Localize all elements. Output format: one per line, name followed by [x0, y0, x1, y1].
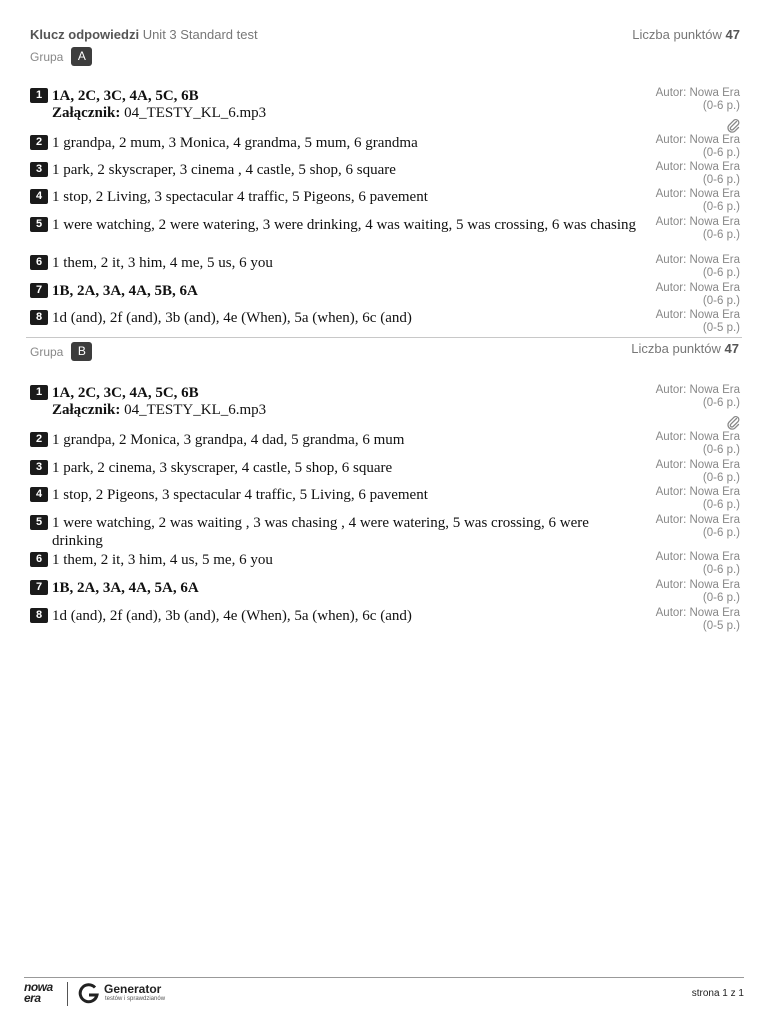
group-points-label: Liczba punktów: [631, 341, 721, 356]
question-number: 1: [30, 88, 48, 103]
author: Autor: Nowa Era: [655, 161, 740, 173]
question-meta: [656, 216, 740, 242]
answer-text: 1B, 2A, 3A, 4A, 5A, 6A: [52, 580, 199, 596]
question-meta: [656, 459, 740, 485]
attachment-label: Załącznik:: [52, 105, 121, 121]
logo-era-text: era: [24, 991, 41, 1005]
logo-separator: [67, 982, 68, 1006]
author: Autor: Nowa Era: [655, 384, 740, 396]
answer-text: 1 stop, 2 Living, 3 spectacular 4 traffic, 5 Pigeons, 6 pavement: [52, 189, 428, 205]
score: (0-5 p.): [702, 322, 740, 334]
question-meta: [656, 579, 740, 605]
question-number: 4: [30, 189, 48, 204]
question-number: 2: [30, 432, 48, 447]
total-points: [632, 27, 740, 42]
question-meta: [656, 431, 740, 457]
question-number: 8: [30, 310, 48, 325]
score: (0-6 p.): [702, 397, 740, 409]
footer-divider: [24, 977, 744, 978]
question-meta: [656, 254, 740, 280]
question-meta: [656, 514, 740, 540]
score: (0-6 p.): [702, 174, 740, 186]
attachment-file[interactable]: 04_TESTY_KL_6.mp3: [124, 402, 267, 418]
author: Autor: Nowa Era: [655, 514, 740, 526]
author: Autor: Nowa Era: [655, 486, 740, 498]
group-badge: A: [71, 47, 92, 66]
generator-title: Generator: [104, 982, 162, 996]
author: Autor: Nowa Era: [655, 188, 740, 200]
document-header: [30, 27, 740, 43]
score: (0-6 p.): [702, 527, 740, 539]
group-b-points: [631, 341, 739, 356]
question-number: 7: [30, 580, 48, 595]
author: Autor: Nowa Era: [655, 282, 740, 294]
answer-text: 1 were watching, 2 were watering, 3 were drinking, 4 was waiting, 5 was crossing, 6 was chasing: [52, 217, 637, 233]
author: Autor: Nowa Era: [655, 459, 740, 471]
question-meta: [656, 282, 740, 308]
group-badge: B: [71, 342, 92, 361]
author: Autor: Nowa Era: [655, 254, 740, 266]
group-b-label: [30, 342, 92, 361]
answer-text: 1A, 2C, 3C, 4A, 5C, 6B: [52, 88, 199, 104]
paperclip-icon[interactable]: [726, 117, 740, 133]
author: Autor: Nowa Era: [655, 607, 740, 619]
answer-text: 1 park, 2 skyscraper, 3 cinema , 4 castle, 5 shop, 6 square: [52, 162, 396, 178]
answer-text: 1 stop, 2 Pigeons, 3 spectacular 4 traffic, 5 Living, 6 pavement: [52, 487, 428, 503]
question-meta: [656, 134, 740, 160]
question-number: 7: [30, 283, 48, 298]
answer-text: 1 grandpa, 2 mum, 3 Monica, 4 grandma, 5 mum, 6 grandma: [52, 135, 418, 151]
group-divider: [26, 337, 742, 338]
author: Autor: Nowa Era: [655, 579, 740, 591]
score: (0-6 p.): [702, 472, 740, 484]
score: (0-6 p.): [702, 592, 740, 604]
group-label-text: Grupa: [30, 344, 64, 359]
answer-text: 1d (and), 2f (and), 3b (and), 4e (When), 5a (when), 6c (and): [52, 310, 412, 326]
question-meta: [656, 607, 740, 633]
generator-g-icon: [78, 982, 100, 1006]
author: Autor: Nowa Era: [655, 551, 740, 563]
score: (0-6 p.): [702, 100, 740, 112]
question-meta: [656, 551, 740, 577]
attachment[interactable]: [52, 104, 638, 122]
question-meta: [656, 188, 740, 214]
question-meta: [656, 309, 740, 335]
question-number: 4: [30, 487, 48, 502]
document-title: Klucz odpowiedzi: [30, 27, 140, 42]
question-number: 3: [30, 460, 48, 475]
group-label-text: Grupa: [30, 49, 64, 64]
score: (0-6 p.): [702, 229, 740, 241]
question-number: 6: [30, 552, 48, 567]
attachment-file[interactable]: 04_TESTY_KL_6.mp3: [124, 105, 267, 121]
answer-text: 1d (and), 2f (and), 3b (and), 4e (When), 5a (when), 6c (and): [52, 608, 412, 624]
page-number: strona 1 z 1: [691, 988, 744, 999]
document-subtitle: Unit 3 Standard test: [142, 27, 258, 42]
score: (0-6 p.): [702, 444, 740, 456]
author: Autor: Nowa Era: [655, 134, 740, 146]
total-points-value: 47: [725, 27, 740, 42]
author: Autor: Nowa Era: [655, 309, 740, 321]
page-footer: [24, 982, 744, 1008]
logo-nowa-text: nowa: [24, 980, 53, 994]
question-meta: [656, 161, 740, 187]
question-meta: [656, 87, 740, 113]
score: (0-6 p.): [702, 295, 740, 307]
attachment-label: Załącznik:: [52, 402, 121, 418]
answer-text: 1 them, 2 it, 3 him, 4 me, 5 us, 6 you: [52, 255, 273, 271]
score: (0-6 p.): [702, 147, 740, 159]
generator-subtitle: testów i sprawdzianów: [105, 996, 166, 1002]
group-a-label: [30, 47, 92, 66]
question-number: 5: [30, 217, 48, 232]
attachment[interactable]: [52, 401, 638, 419]
answer-text: 1 grandpa, 2 Monica, 3 grandpa, 4 dad, 5 grandma, 6 mum: [52, 432, 405, 448]
author: Autor: Nowa Era: [655, 431, 740, 443]
score: (0-5 p.): [702, 620, 740, 632]
question-meta: [656, 384, 740, 410]
question-number: 8: [30, 608, 48, 623]
total-points-label: Liczba punktów: [632, 27, 722, 42]
author: Autor: Nowa Era: [655, 87, 740, 99]
answer-text: 1B, 2A, 3A, 4A, 5B, 6A: [52, 283, 198, 299]
paperclip-icon[interactable]: [726, 414, 740, 430]
question-number: 6: [30, 255, 48, 270]
question-number: 5: [30, 515, 48, 530]
question-number: 3: [30, 162, 48, 177]
answer-text: 1 were watching, 2 was waiting , 3 was chasing , 4 were watering, 5 was crossing, 6 were drinking: [52, 515, 589, 549]
answer-text: 1 them, 2 it, 3 him, 4 us, 5 me, 6 you: [52, 552, 273, 568]
group-points-value: 47: [724, 341, 739, 356]
question-number: 2: [30, 135, 48, 150]
question-number: 1: [30, 385, 48, 400]
score: (0-6 p.): [702, 564, 740, 576]
score: (0-6 p.): [702, 499, 740, 511]
nowa-era-logo: [24, 982, 53, 1004]
score: (0-6 p.): [702, 267, 740, 279]
answer-text: 1A, 2C, 3C, 4A, 5C, 6B: [52, 385, 199, 401]
answer-text: 1 park, 2 cinema, 3 skyscraper, 4 castle, 5 shop, 6 square: [52, 460, 393, 476]
author: Autor: Nowa Era: [655, 216, 740, 228]
score: (0-6 p.): [702, 201, 740, 213]
question-meta: [656, 486, 740, 512]
